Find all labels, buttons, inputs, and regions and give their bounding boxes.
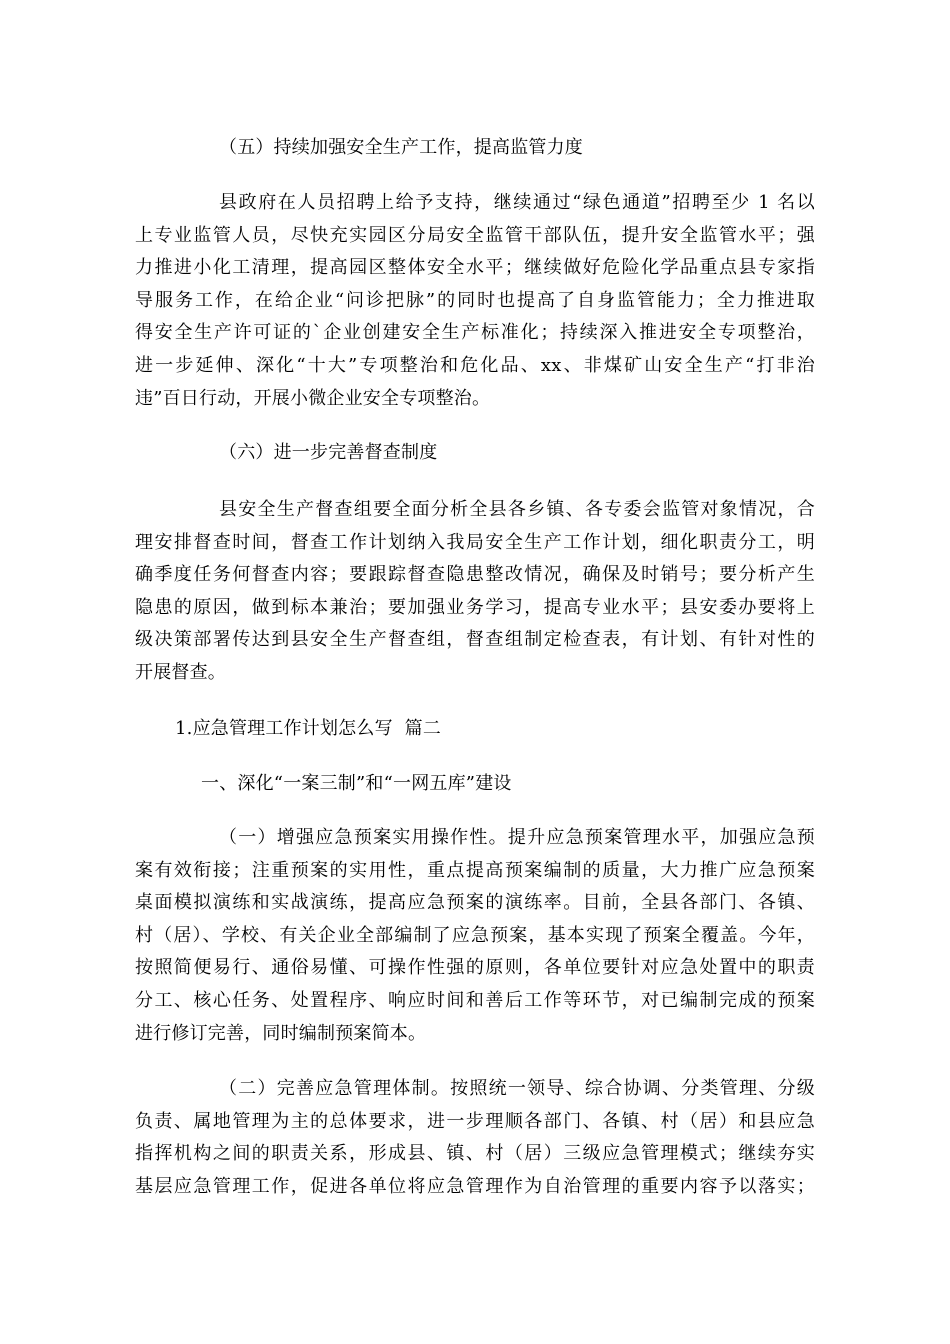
paragraph-line: 基层应急管理工作，促进各单位将应急管理作为自治管理的重要内容予以落实； (135, 1175, 815, 1197)
paragraph-line: 进一步延伸、深化“十大”专项整治和危化品、xx、非煤矿山安全生产“打非治 (135, 354, 815, 376)
paragraph-line: 村（居）、学校、有关企业全部编制了应急预案，基本实现了预案全覆盖。今年， (135, 924, 815, 946)
paragraph-line: 县安全生产督查组要全面分析全县各乡镇、各专委会监管对象情况，合 (219, 499, 815, 520)
paragraph-line: 进行修订完善，同时编制预案简本。 (135, 1022, 427, 1044)
article-title (135, 713, 815, 746)
paragraph-line: 导服务工作，在给企业“问诊把脉”的同时也提高了自身监管能力；全力推进取 (135, 289, 815, 311)
paragraph-line: 开展督查。 (135, 661, 226, 683)
paragraph-line: 隐患的原因，做到标本兼治；要加强业务学习，提高专业水平；县安委办要将上 (135, 596, 815, 618)
paragraph-6 (135, 494, 815, 690)
paragraph-line: 分工、核心任务、处置程序、响应时间和善后工作等环节，对已编制完成的预案 (135, 989, 815, 1011)
heading-line: 一、深化“一案三制”和“一网五库”建设 (201, 773, 512, 794)
heading-line: （五）持续加强安全生产工作，提高监管力度 (219, 137, 583, 158)
paragraph-line: 得安全生产许可证的`企业创建安全生产标准化；持续深入推进安全专项整治， (135, 322, 815, 344)
title-line: 1.应急管理工作计划怎么写 篇二 (175, 718, 442, 739)
paragraph-line: 理安排督查时间，督查工作计划纳入我局安全生产工作计划，细化职责分工，明 (135, 531, 815, 553)
paragraph-1-1 (135, 822, 815, 1050)
paragraph-5 (135, 187, 815, 415)
section-heading-6 (135, 437, 815, 470)
paragraph-line: 确季度任务何督查内容；要跟踪督查隐患整改情况，确保及时销号；要分析产生 (135, 564, 815, 586)
paragraph-line: （二）完善应急管理体制。按照统一领导、综合协调、分类管理、分级 (219, 1078, 815, 1099)
section-heading-5 (135, 132, 815, 165)
paragraph-1-2 (135, 1073, 815, 1203)
paragraph-line: 指挥机构之间的职责关系，形成县、镇、村（居）三级应急管理模式；继续夯实 (135, 1143, 815, 1165)
paragraph-line: 力推进小化工清理，提高园区整体安全水平；继续做好危险化学品重点县专家指 (135, 257, 815, 279)
paragraph-line: （一）增强应急预案实用操作性。提升应急预案管理水平，加强应急预 (219, 827, 815, 848)
paragraph-line: 案有效衔接；注重预案的实用性，重点提高预案编制的质量，大力推广应急预案 (135, 859, 815, 881)
paragraph-line: 级决策部署传达到县安全生产督查组，督查组制定检查表，有计划、有针对性的 (135, 629, 815, 651)
paragraph-line: 县政府在人员招聘上给予支持，继续通过“绿色通道”招聘至少 1 名以 (219, 192, 815, 213)
paragraph-line: 违”百日行动，开展小微企业安全专项整治。 (135, 387, 491, 409)
paragraph-line: 上专业监管人员，尽快充实园区分局安全监管干部队伍，提升安全监管水平；强 (135, 224, 815, 246)
paragraph-line: 桌面模拟演练和实战演练，提高应急预案的演练率。目前，全县各部门、各镇、 (135, 892, 815, 914)
heading-line: （六）进一步完善督查制度 (219, 442, 438, 463)
section-heading-1 (135, 768, 815, 801)
paragraph-line: 按照简便易行、通俗易懂、可操作性强的原则，各单位要针对应急处置中的职责 (135, 957, 815, 979)
paragraph-line: 负责、属地管理为主的总体要求，进一步理顺各部门、各镇、村（居）和县应急 (135, 1110, 815, 1132)
